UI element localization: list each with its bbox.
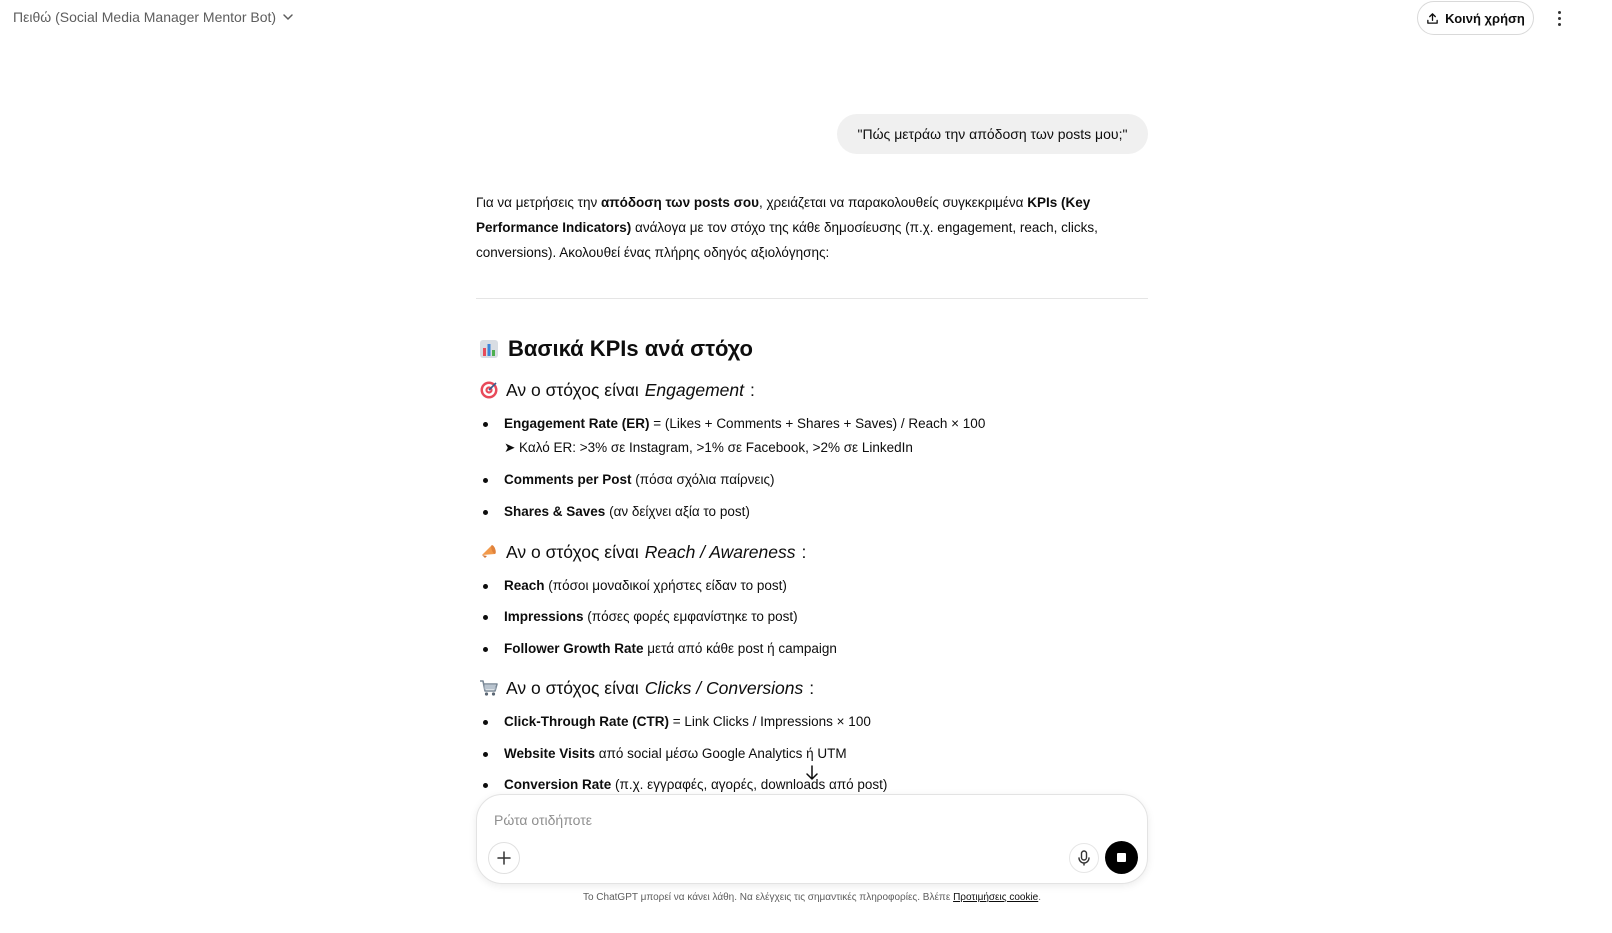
goal-heading-reach: Αν ο στόχος είναι Reach / Awareness :: [478, 541, 806, 563]
add-attachment-button[interactable]: [488, 842, 520, 874]
prompt-input[interactable]: [494, 809, 1094, 831]
er-benchmark-note: ➤ Καλό ER: >3% σε Instagram, >1% σε Facebook, >2% σε LinkedIn: [504, 440, 913, 455]
share-label: Κοινή χρήση: [1445, 10, 1525, 26]
stop-generating-button[interactable]: [1105, 841, 1138, 874]
share-icon: [1426, 12, 1439, 25]
intro-paragraph: Για να μετρήσεις την απόδοση των posts σου, χρειάζεται να παρακολουθείς συγκεκριμένα KPIs (Key Performance Indicators) ανάλογα με τον στόχο της κάθε δημοσίευσης (π.χ. engagement, reach, clicks, conversions). Ακολουθεί ένας πλήρης οδηγός αξιολόγησης:: [476, 195, 1098, 260]
list-item: Shares & Saves (αν δείχνει αξία το post): [504, 500, 750, 524]
voice-input-button[interactable]: [1069, 843, 1099, 873]
user-message: "Πώς μετράω την απόδοση των posts μου;": [837, 114, 1148, 154]
assistant-message: [476, 190, 1148, 265]
goal-heading-engagement: Αν ο στόχος είναι Engagement :: [478, 379, 755, 401]
top-bar: [0, 0, 1612, 36]
list-item: Comments per Post (πόσα σχόλια παίρνεις): [504, 468, 774, 492]
scroll-down-arrow-icon[interactable]: [803, 764, 821, 782]
list-item: Reach (πόσοι μοναδικοί χρήστες είδαν το post): [504, 574, 787, 598]
disclaimer: Το ChatGPT μπορεί να κάνει λάθη. Να ελέγχεις τις σημαντικές πληροφορίες. Βλέπε Προτιμήσεις cookie.: [582, 892, 1042, 903]
list-item: Engagement Rate (ER) = (Likes + Comments + Shares + Saves) / Reach × 100: [504, 412, 985, 436]
stop-icon: [1117, 853, 1126, 862]
share-button[interactable]: [1417, 1, 1534, 35]
shopping-cart-icon: [478, 677, 500, 699]
goal-heading-clicks: Αν ο στόχος είναι Clicks / Conversions :: [478, 677, 814, 699]
section-heading: Βασικά KPIs ανά στόχο: [478, 336, 753, 362]
target-icon: [478, 379, 500, 401]
cookie-preferences-link[interactable]: Προτιμήσεις cookie: [953, 892, 1039, 903]
more-options-icon[interactable]: [1550, 7, 1568, 29]
model-selector[interactable]: [13, 9, 294, 25]
megaphone-icon: [478, 541, 500, 563]
microphone-icon: [1077, 850, 1091, 866]
plus-icon: [497, 851, 511, 865]
message-composer: [476, 794, 1148, 884]
list-item: Website Visits από social μέσω Google Analytics ή UTM: [504, 742, 847, 766]
list-item: Impressions (πόσες φορές εμφανίστηκε το post): [504, 605, 798, 629]
list-item: Click-Through Rate (CTR) = Link Clicks / Impressions × 100: [504, 710, 871, 734]
divider: [476, 298, 1148, 299]
model-name: Πειθώ (Social Media Manager Mentor Bot): [13, 9, 277, 25]
list-item: Follower Growth Rate μετά από κάθε post ή campaign: [504, 637, 837, 661]
chevron-down-icon: [282, 11, 294, 23]
list-item: Conversion Rate (π.χ. εγγραφές, αγορές, downloads από post): [504, 773, 887, 797]
bar-chart-icon: [478, 338, 500, 360]
